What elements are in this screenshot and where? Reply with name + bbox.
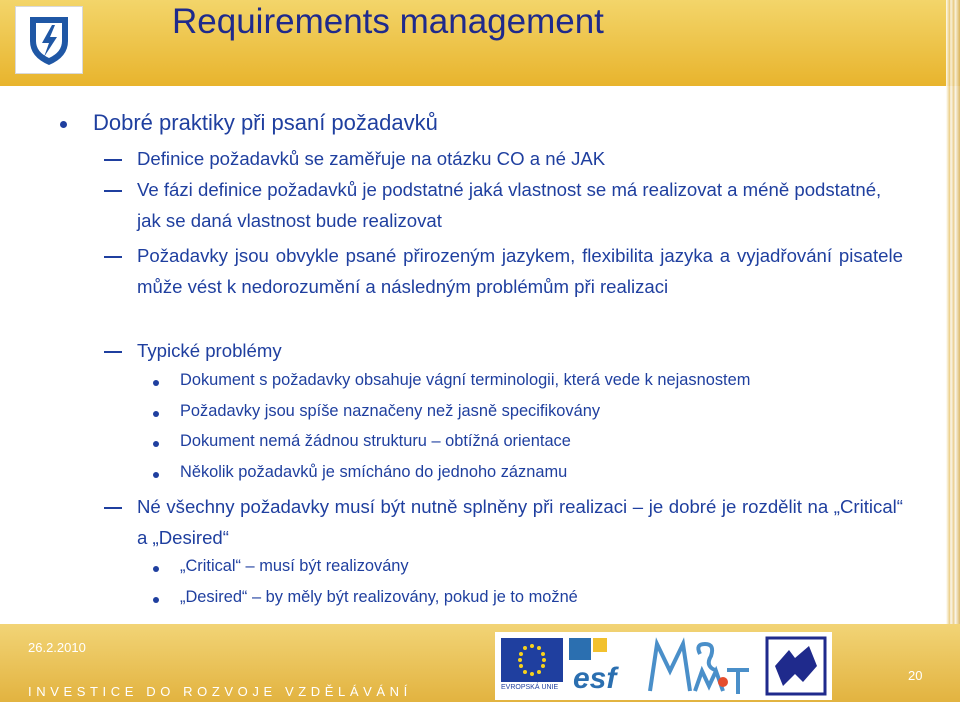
bullet-icon [153,380,159,386]
bullet-icon [153,566,159,572]
sub-list-item: „Critical“ – musí být realizovány [180,557,409,575]
bullet-icon [60,121,67,128]
bullet-icon [153,597,159,603]
dash-icon [104,256,122,258]
list-item: Požadavky jsou obvykle psané přirozeným jazykem, flexibilita jazyka a vyjadřování pisatele může vést k nedorozumění a následným problémům při realizaci [137,245,903,297]
footer-date: 26.2.2010 [28,640,86,655]
list-item: Ve fázi definice požadavků je podstatné jaká vlastnost se má realizovat a méně podstatné, jak se daná vlastnost bude realizovat [137,179,882,231]
sponsor-logos [495,632,832,700]
list-item: Definice požadavků se zaměřuje na otázku CO a né JAK [137,148,606,169]
list-item: Typické problémy [137,340,282,361]
main-bullet-text: Dobré praktiky při psaní požadavků [93,110,438,135]
sub-list-item: Několik požadavků je smícháno do jednoho záznamu [180,463,568,481]
footer-slogan: INVESTICE DO ROZVOJE VZDĚLÁVÁNÍ [28,684,412,699]
sub-list-item: „Desired“ – by měly být realizovány, pokud je to možné [180,588,578,606]
slide-title: Requirements management [172,2,604,41]
sub-list-item: Dokument s požadavky obsahuje vágní terminologii, která vede k nejasnostem [180,371,751,389]
svg-text:esf: esf [573,662,617,694]
eu-flag-icon [501,638,563,682]
list-item: Né všechny požadavky musí být nutně splněny při realizaci – je dobré je rozdělit na „Critical“ a „Desired“ [137,496,903,548]
esf-logo-icon [569,638,639,694]
dash-icon [104,159,122,161]
bullet-icon [153,411,159,417]
sub-list-item: Požadavky jsou spíše naznačeny než jasně specifikovány [180,402,601,420]
dash-icon [104,190,122,192]
sub-list-item: Dokument nemá žádnou strukturu – obtížná orientace [180,432,571,450]
op-logo-icon [765,636,827,696]
page-number: 20 [908,668,923,683]
university-logo [15,6,83,74]
dash-icon [104,507,122,509]
decorative-strip [946,0,960,702]
bullet-icon [153,472,159,478]
msmt-logo-icon [645,636,755,696]
bullet-icon [153,441,159,447]
dash-icon [104,351,122,353]
eu-label: EVROPSKÁ UNIE [501,684,559,691]
shield-logo-icon [16,7,82,73]
